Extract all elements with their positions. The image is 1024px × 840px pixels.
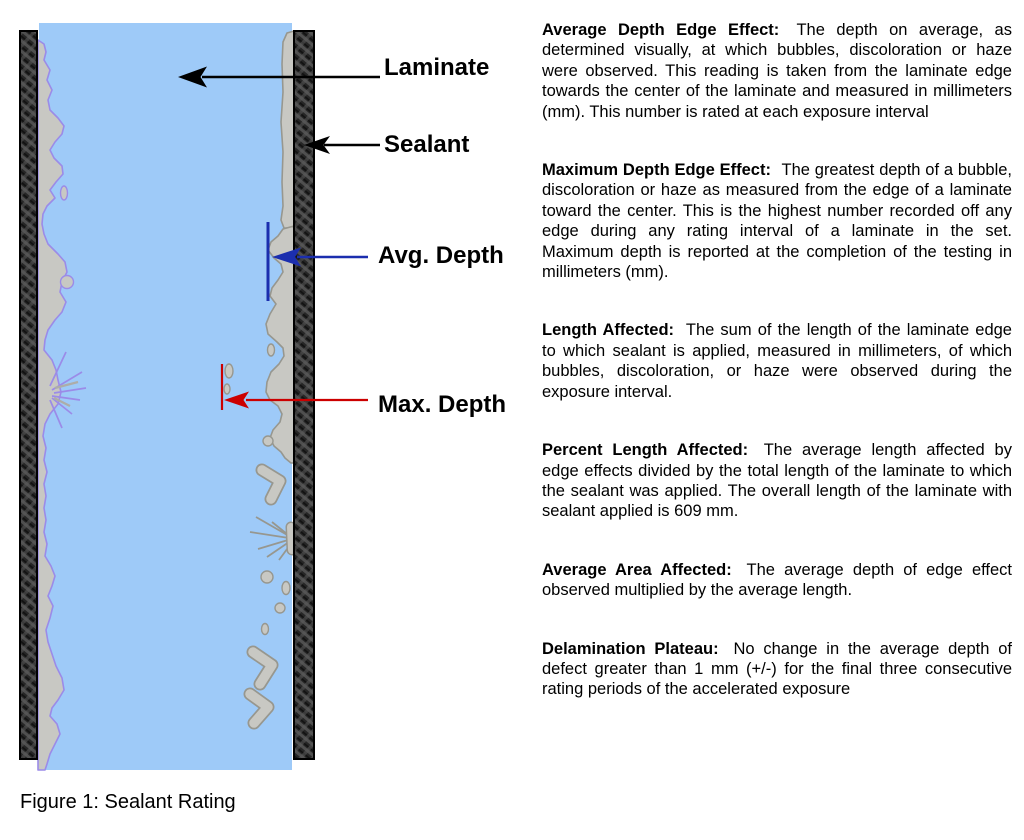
definition-max-depth-edge-effect [542, 160, 1012, 282]
laminate-label: Laminate [384, 54, 490, 81]
right-feather-core [291, 527, 292, 550]
bubble [261, 571, 273, 583]
definition-average-area-affected [542, 560, 1012, 601]
bubble [225, 364, 233, 378]
definition-term: Delamination Plateau: [542, 639, 719, 658]
definition-length-affected [542, 320, 1012, 402]
definition-term: Average Area Affected: [542, 560, 732, 579]
figure-caption: Figure 1: Sealant Rating [20, 791, 236, 813]
definition-term: Maximum Depth Edge Effect: [542, 161, 771, 180]
definition-avg-depth-edge-effect [542, 20, 1012, 122]
definition-term: Length Affected: [542, 321, 675, 340]
definition-body: The greatest depth of a bubble, discoloration or haze as measured from the edge of a laminate toward the center. This is the highest number recorded off any edge during any rating interval of a laminate in the set. Maximum depth is reported at the completion of the testing in millimeters (mm). [542, 161, 1013, 282]
bubble [224, 384, 230, 394]
definition-body: The average depth of edge effect observed multiplied by the average length. [542, 560, 1012, 600]
definition-body: The depth on average, as determined visually, at which bubbles, discoloration or haze were observed. This reading is taken from the laminate edge towards the center of the laminate and measured in millimeters (mm). This number is rated at each exposure interval [542, 21, 1012, 121]
right-clamp-strip [294, 31, 314, 759]
definition-term: Percent Length Affected: [542, 441, 749, 460]
definitions-column [542, 20, 1012, 738]
sealant-arrow-icon [304, 136, 380, 154]
bubble [268, 344, 275, 356]
definition-body: No change in the average depth of defect greater than 1 mm (+/-) for the final three consecutive rating periods of the accelerated exposure [542, 639, 1012, 699]
definition-term: Average Depth Edge Effect: [542, 21, 780, 39]
bubble [263, 436, 273, 446]
definition-delamination-plateau [542, 639, 1012, 700]
max-depth-label: Max. Depth [378, 391, 507, 418]
bubble [282, 582, 290, 595]
bubble [275, 603, 285, 613]
sealant-label: Sealant [384, 131, 470, 158]
bubble [61, 186, 68, 200]
bubble [61, 276, 74, 289]
bubble [262, 624, 269, 635]
left-clamp-strip [20, 31, 37, 759]
definition-percent-length-affected [542, 440, 1012, 522]
definition-body: The average length affected by edge effects divided by the total length of the laminate to which the sealant was applied. The overall length of the laminate with sealant applied is 609 mm. [542, 441, 1012, 521]
avg-depth-label: Avg. Depth [378, 242, 504, 269]
definition-body: The sum of the length of the laminate edge to which sealant is applied, measured in millimeters, of which bubbles, discoloration, or haze were observed during the exposure interval. [542, 321, 1012, 401]
